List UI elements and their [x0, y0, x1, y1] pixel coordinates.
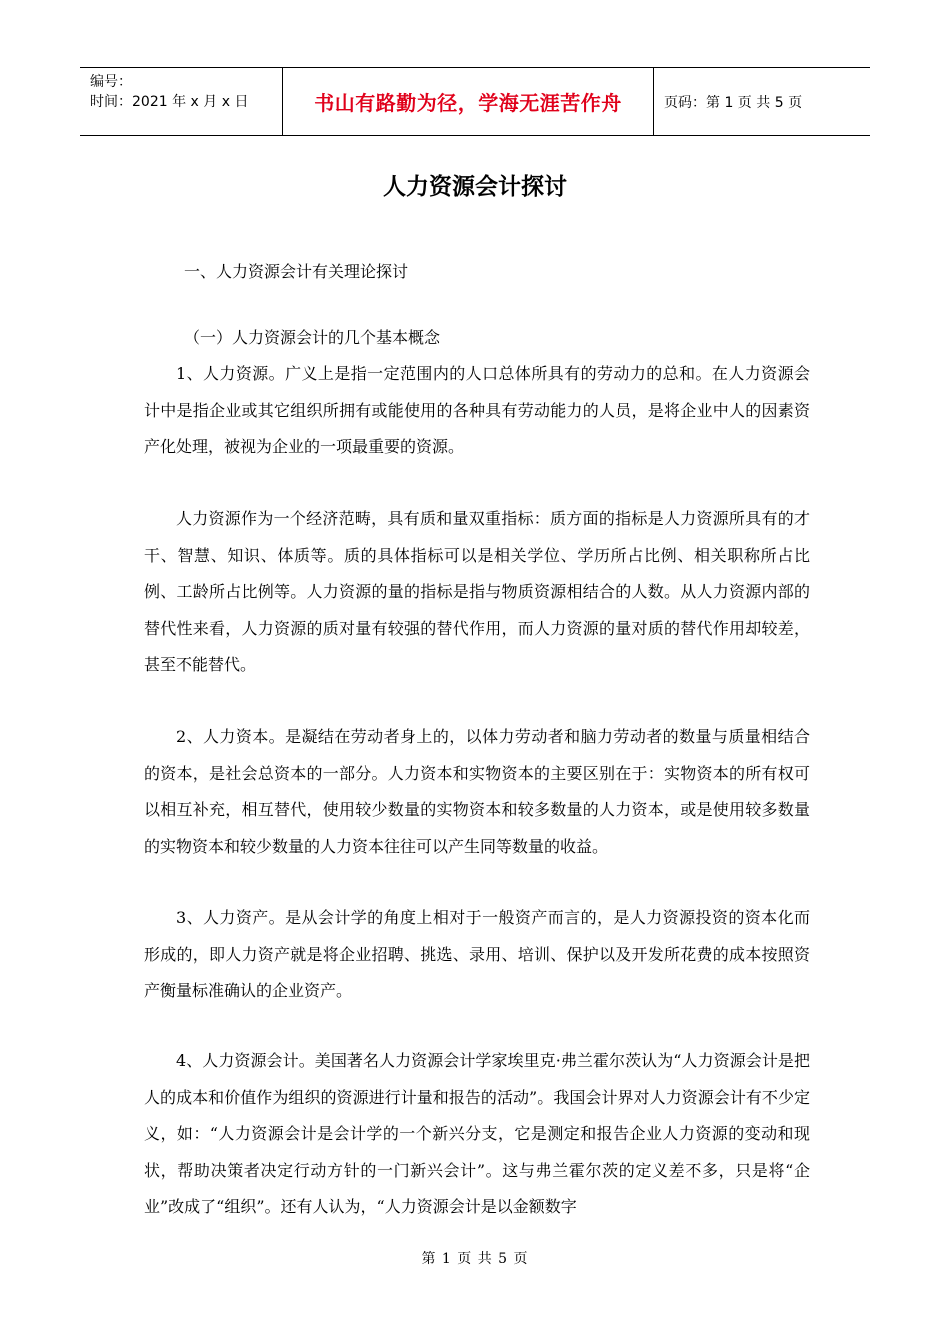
paragraph-human-assets: 3、人力资产。是从会计学的角度上相对于一般资产而言的，是人力资源投资的资本化而形成的，即人力资产就是将企业招聘、挑选、录用、培训、保护以及开发所花费的成本按照资产衡量标准确认的企业资产。 — [144, 908, 810, 1000]
page-footer: 第 1 页 共 5 页 — [421, 1251, 529, 1267]
header-left-cell — [80, 68, 282, 135]
section-heading: 一、人力资源会计有关理论探讨 — [184, 262, 409, 281]
motto-text: 书山有路勤为径，学海无涯苦作舟 — [314, 91, 622, 115]
header-middle-cell — [282, 68, 654, 135]
page-info: 页码：第 1 页 共 5 页 — [664, 94, 803, 111]
paragraph-human-resources: 1、人力资源。广义上是指一定范围内的人口总体所具有的劳动力的总和。在人力资源会计中是指企业或其它组织所拥有或能使用的各种具有劳动能力的人员，是将企业中人的因素资产化处理，被视为企业的一项最重要的资源。 — [144, 364, 810, 456]
paragraph-hr-accounting: 4、人力资源会计。美国著名人力资源会计学家埃里克·弗兰霍尔茨认为“人力资源会计是把人的成本和价值作为组织的资源进行计量和报告的活动”。我国会计界对人力资源会计有不少定义，如：“人力资源会计是会计学的一个新兴分支，它是测定和报告企业人力资源的变动和现状，帮助决策者决定行动方针的一门新兴会计”。这与弗兰霍尔茨的定义差不多，只是将“企业”改成了“组织”。还有人认为，“人力资源会计是以金额数字 — [144, 1051, 810, 1216]
document-title: 人力资源会计探讨 — [383, 174, 567, 200]
paragraph-hr-economic-category: 人力资源作为一个经济范畴，具有质和量双重指标：质方面的指标是人力资源所具有的才干、智慧、知识、体质等。质的具体指标可以是相关学位、学历所占比例、相关职称所占比例、工龄所占比例等。人力资源的量的指标是指与物质资源相结合的人数。从人力资源内部的替代性来看，人力资源的质对量有较强的替代作用，而人力资源的量对质的替代作用却较差，甚至不能替代。 — [144, 509, 810, 674]
number-label: 编号： — [90, 74, 132, 90]
paragraph-human-capital: 2、人力资本。是凝结在劳动者身上的，以体力劳动者和脑力劳动者的数量与质量相结合的资本，是社会总资本的一部分。人力资本和实物资本的主要区别在于：实物资本的所有权可以相互补充，相互替代，使用较少数量的实物资本和较多数量的人力资本，或是使用较多数量的实物资本和较少数量的人力资本往往可以产生同等数量的收益。 — [144, 727, 810, 856]
date-label: 时间：2021 年 x 月 x 日 — [90, 94, 249, 110]
header-right-cell — [654, 68, 870, 135]
subsection-heading: （一）人力资源会计的几个基本概念 — [184, 328, 441, 347]
header-table — [80, 67, 870, 136]
